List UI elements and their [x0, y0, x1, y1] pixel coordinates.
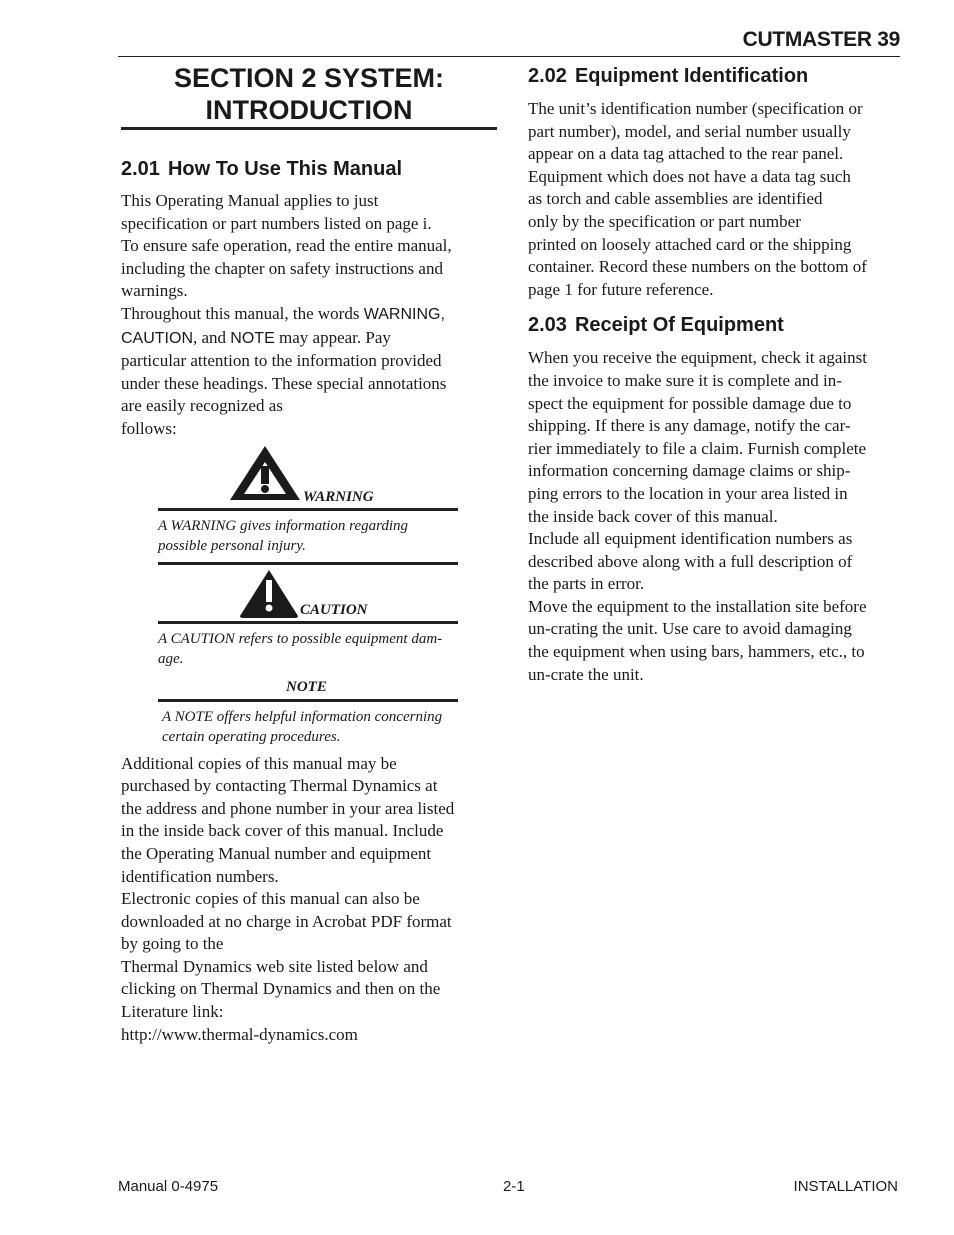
text-line: the inside back cover of this manual.: [528, 506, 778, 526]
text-span: , and: [193, 327, 231, 347]
heading-2-01: [121, 157, 497, 181]
keyword-note: NOTE: [230, 329, 275, 347]
notice-head: [158, 444, 458, 508]
caution-label: CAUTION: [300, 601, 368, 618]
text-line: clicking on Thermal Dynamics and then on the: [121, 979, 441, 999]
text-line: as torch and cable assemblies are identified: [528, 189, 823, 209]
text-line: [121, 303, 497, 327]
section-title-line1: SECTION 2 SYSTEM:: [173, 63, 445, 93]
section-title-line2: INTRODUCTION: [205, 95, 413, 125]
text-line: printed on loosely attached card or the shipping: [528, 234, 852, 254]
warning-label: WARNING: [303, 488, 374, 505]
text-span: may appear. Pay: [274, 327, 391, 347]
text-line: [121, 327, 497, 351]
note-rule: [158, 699, 458, 702]
heading-number: 2.03: [528, 314, 567, 337]
header-rule: [118, 56, 900, 57]
text-line: described above along with a full description of: [528, 551, 853, 571]
text-line: specification or part numbers listed on page i.: [121, 213, 432, 233]
note-text: A NOTE offers helpful information concerning certain operating procedures.: [162, 708, 443, 745]
notice-head: [158, 675, 458, 699]
right-column: [528, 60, 904, 686]
text-line: This Operating Manual applies to just: [121, 191, 379, 210]
text-line: the parts in error.: [528, 574, 645, 594]
s203-body: [528, 347, 904, 686]
text-line: Include all equipment identification numbers as: [528, 529, 853, 549]
text-line: identification numbers.: [121, 866, 279, 886]
text-line: the Operating Manual number and equipment: [121, 843, 432, 863]
text-line: un-crate the unit.: [528, 664, 644, 684]
text-line: the equipment when using bars, hammers, etc., to: [528, 642, 865, 662]
text-line: page 1 for future reference.: [528, 279, 714, 299]
footer-page-number: 2-1: [503, 1178, 525, 1195]
heading-text: How To Use This Manual: [167, 158, 403, 180]
text-line: Literature link:: [121, 1002, 224, 1022]
header-brand: CUTMASTER 39: [742, 28, 900, 51]
text-line: in the inside back cover of this manual. Include: [121, 821, 444, 841]
s201-para1: [121, 190, 497, 441]
keyword-caution: CAUTION: [121, 329, 193, 347]
text-line: Electronic copies of this manual can also be: [121, 889, 420, 909]
left-column: [121, 60, 497, 1046]
text-line: rier immediately to file a claim. Furnish complete: [528, 438, 867, 458]
text-line: To ensure safe operation, read the entire manual,: [121, 236, 452, 256]
title-rule: [121, 127, 497, 130]
text-line: un-crating the unit. Use care to avoid damaging: [528, 619, 852, 639]
text-span: Throughout this manual, the words: [121, 303, 364, 323]
text-line: part number), model, and serial number usually: [528, 121, 851, 141]
caution-triangle-icon: [238, 568, 300, 620]
text-line: downloaded at no charge in Acrobat PDF format: [121, 911, 452, 931]
warning-triangle-icon: [228, 444, 302, 502]
text-line: under these headings. These special annotations: [121, 373, 447, 393]
caution-rule: [158, 621, 458, 624]
text-line: spect the equipment for possible damage due to: [528, 393, 852, 413]
text-line: information concerning damage claims or ship-: [528, 461, 851, 481]
text-line: the invoice to make sure it is complete and in-: [528, 370, 842, 390]
footer-section-name: INSTALLATION: [793, 1178, 898, 1195]
s201-para3: [121, 753, 497, 1047]
notice-head: [158, 565, 458, 621]
text-line: the address and phone number in your area listed: [121, 798, 455, 818]
warning-text: A WARNING gives information regarding possible personal injury.: [158, 517, 409, 554]
text-line: container. Record these numbers on the bottom of: [528, 257, 867, 277]
caution-notice: [158, 562, 458, 669]
heading-text: Equipment Identification: [574, 65, 809, 87]
text-span: ,: [440, 305, 445, 323]
heading-number: 2.01: [121, 158, 160, 180]
text-line: When you receive the equipment, check it against: [528, 348, 867, 368]
text-line: follows:: [121, 418, 177, 438]
text-line: including the chapter on safety instructions and: [121, 258, 443, 278]
s202-body: [528, 98, 904, 301]
caution-text: A CAUTION refers to possible equipment dam-age.: [158, 630, 443, 667]
text-line: Move the equipment to the installation site before: [528, 596, 867, 616]
text-line: only by the specification or part number: [528, 211, 801, 231]
text-line: Equipment which does not have a data tag such: [528, 166, 851, 186]
keyword-warning: WARNING: [363, 305, 441, 323]
note-notice: [158, 675, 458, 747]
text-line: shipping. If there is any damage, notify the car-: [528, 416, 851, 436]
text-line: are easily recognized as: [121, 396, 283, 416]
text-line: by going to the: [121, 934, 224, 954]
heading-text: Receipt Of Equipment: [574, 314, 784, 337]
text-line: ping errors to the location in your area listed in: [528, 483, 848, 503]
footer-manual-number: Manual 0-4975: [118, 1178, 219, 1195]
section-title: [121, 62, 497, 127]
text-line: warnings.: [121, 281, 188, 301]
heading-2-03: [528, 313, 904, 337]
note-label: NOTE: [286, 678, 327, 695]
text-line: Additional copies of this manual may be: [121, 753, 397, 773]
text-line: The unit’s identification number (specification or: [528, 99, 863, 118]
website-url: http://www.thermal-dynamics.com: [121, 1024, 358, 1044]
heading-number: 2.02: [528, 65, 567, 87]
heading-2-02: [528, 64, 904, 88]
text-line: particular attention to the information provided: [121, 351, 442, 371]
warning-rule: [158, 508, 458, 511]
warning-notice: [158, 444, 458, 556]
text-line: Thermal Dynamics web site listed below and: [121, 956, 428, 976]
text-line: appear on a data tag attached to the rear panel.: [528, 144, 844, 164]
text-line: purchased by contacting Thermal Dynamics at: [121, 776, 438, 796]
